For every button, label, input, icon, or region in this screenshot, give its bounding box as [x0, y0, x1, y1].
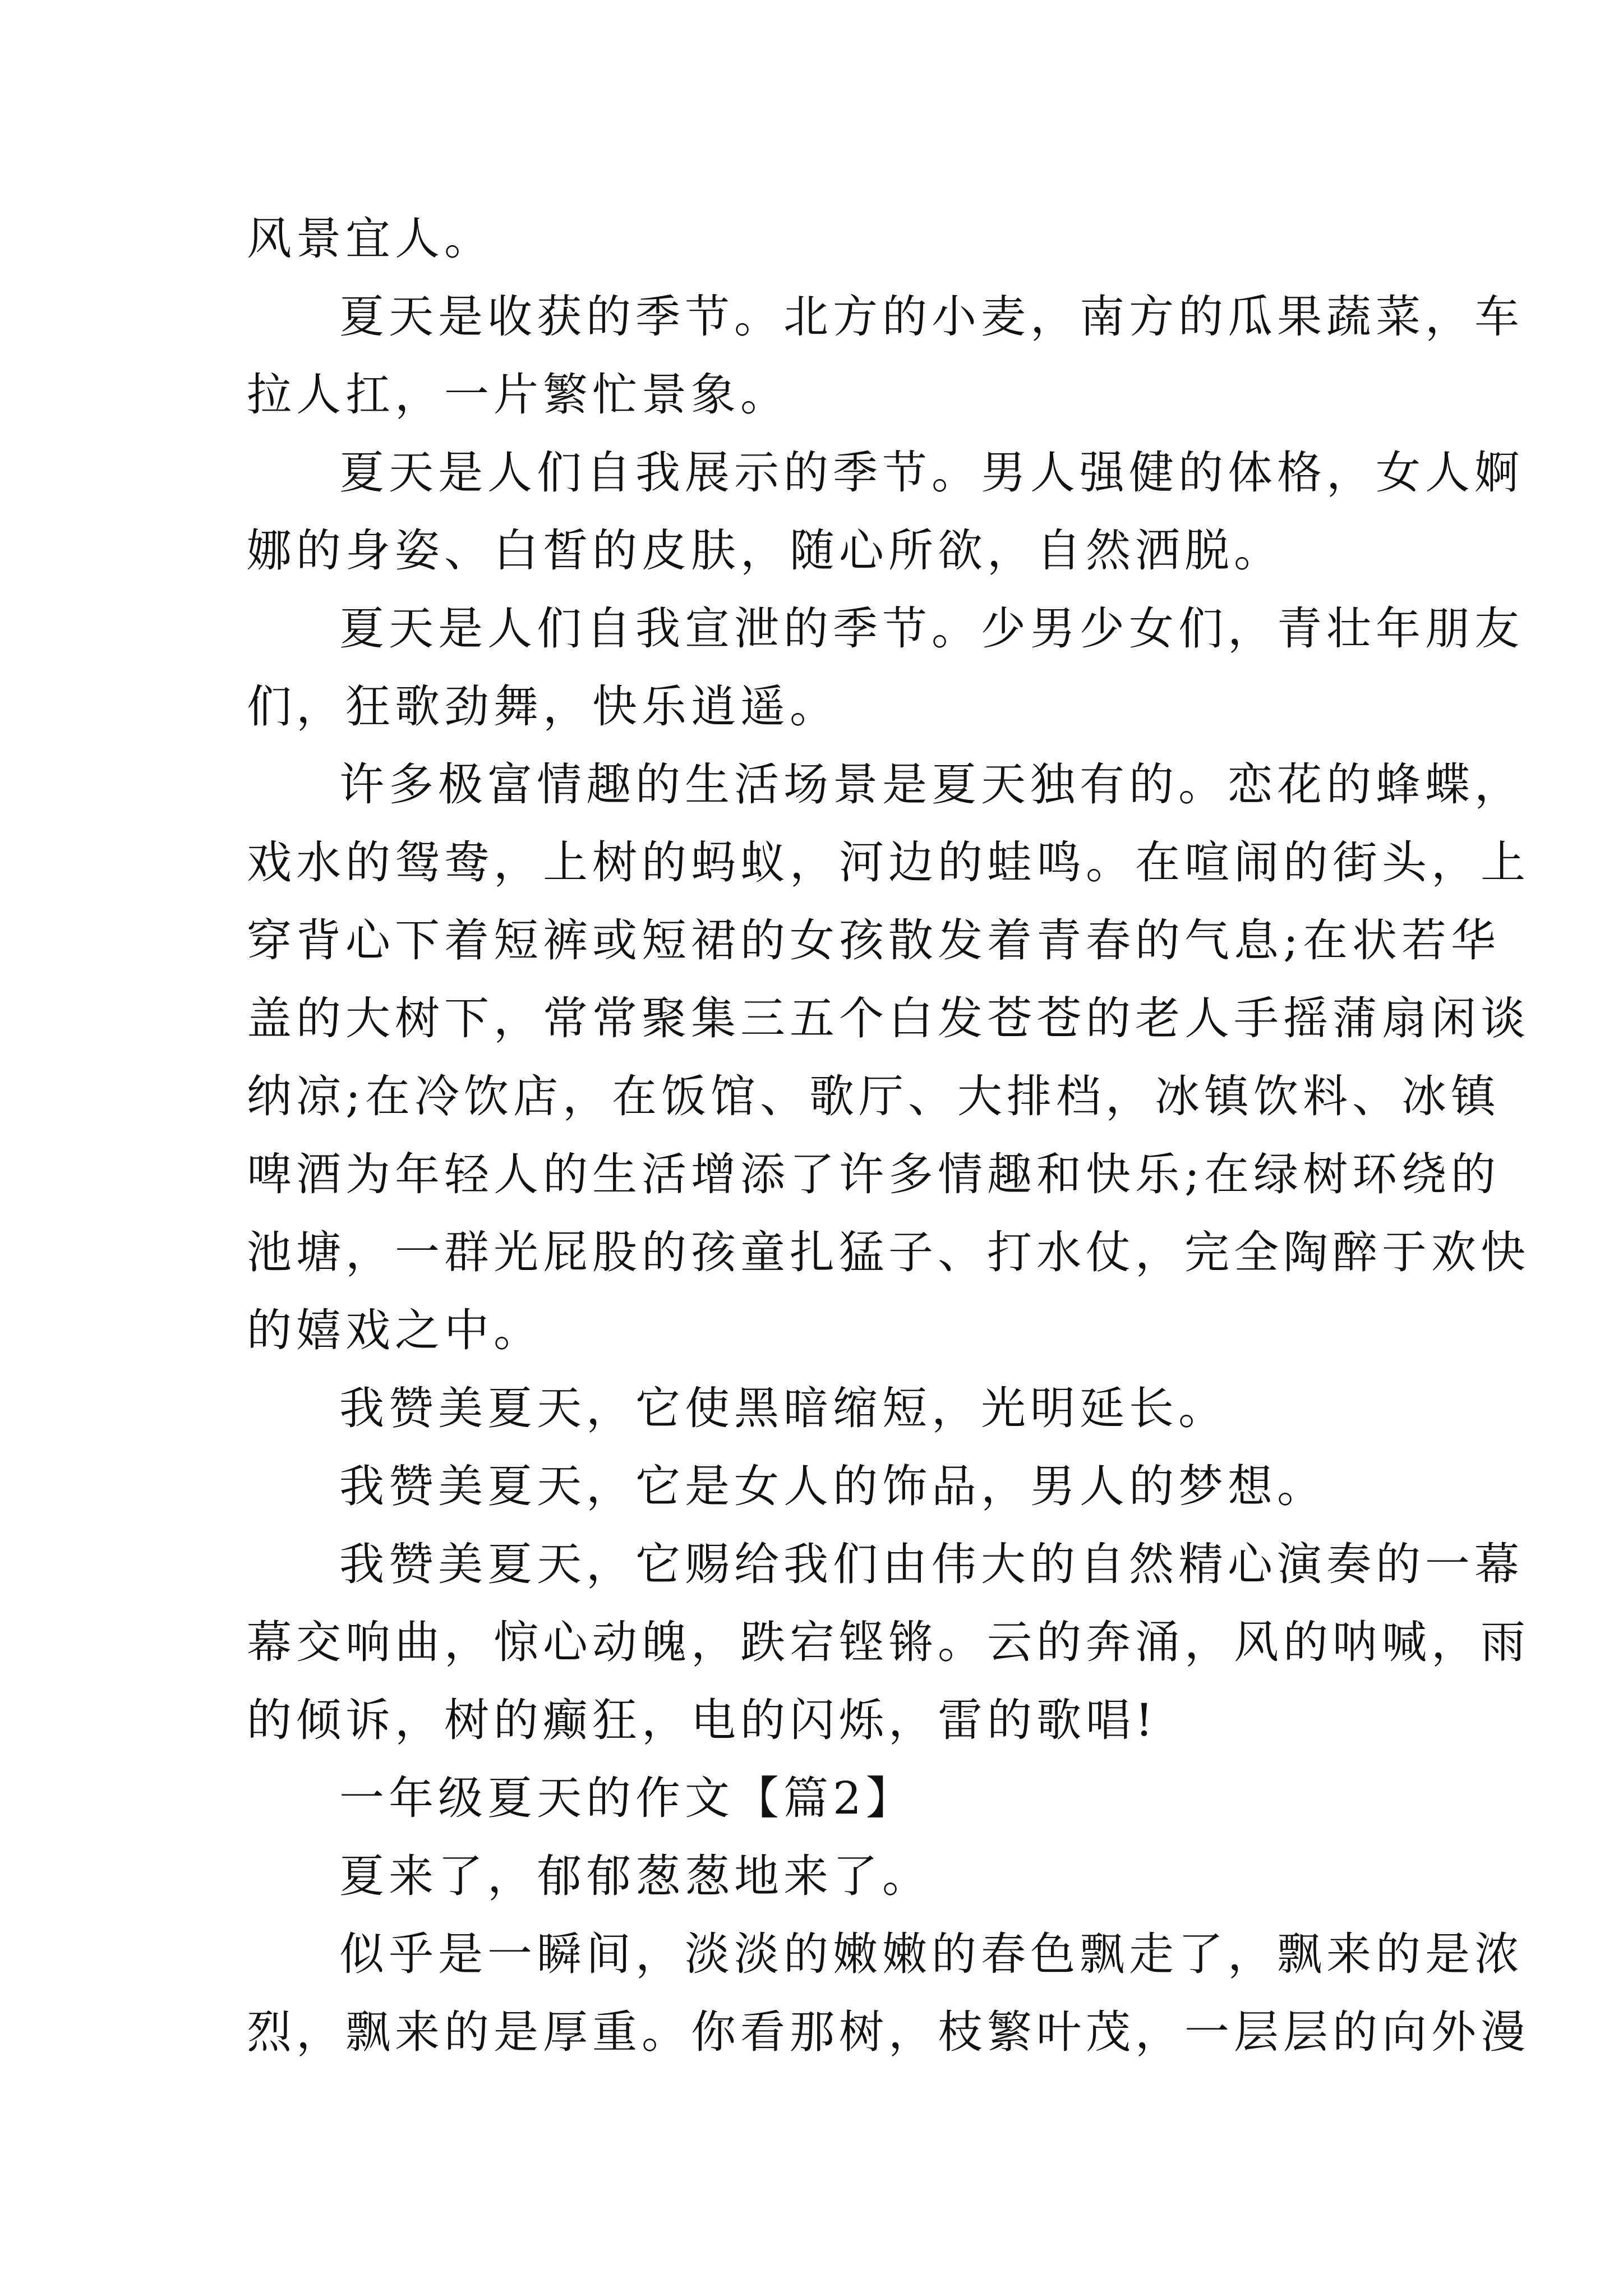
- text-line: 盖的大树下，常常聚集三五个白发苍苍的老人手摇蒲扇闲谈: [247, 992, 1530, 1045]
- text-line: 啤酒为年轻人的生活增添了许多情趣和快乐;在绿树环绕的: [247, 1148, 1500, 1200]
- paragraph-line: 似乎是一瞬间，淡淡的嫩嫩的春色飘走了，飘来的是浓: [339, 1928, 1524, 1980]
- text-line: 烈，飘来的是厚重。你看那树，枝繁叶茂，一层层的向外漫: [247, 2006, 1530, 2058]
- paragraph-line: 夏天是人们自我宣泄的季节。少男少女们，青壮年朋友: [339, 602, 1524, 655]
- text-line: 戏水的鸳鸯，上树的蚂蚁，河边的蛙鸣。在喧闹的街头，上: [247, 836, 1530, 889]
- text-line: 拉人扛，一片繁忙景象。: [247, 369, 790, 421]
- paragraph-line: 夏天是收获的季节。北方的小麦，南方的瓜果蔬菜，车: [339, 291, 1524, 343]
- text-line: 的倾诉，树的癫狂，电的闪烁，雷的歌唱!: [247, 1694, 1158, 1746]
- section-heading: 一年级夏天的作文【篇2】: [339, 1772, 915, 1824]
- paragraph-line: 许多极富情趣的生活场景是夏天独有的。恋花的蜂蝶，: [339, 758, 1524, 811]
- paragraph-line: 我赞美夏天，它赐给我们由伟大的自然精心演奏的一幕: [339, 1538, 1524, 1590]
- text-line: 娜的身姿、白皙的皮肤，随心所欲，自然洒脱。: [247, 524, 1283, 577]
- text-line: 幕交响曲，惊心动魄，跌宕铿锵。云的奔涌，风的呐喊，雨: [247, 1616, 1530, 1668]
- text-line: 穿背心下着短裤或短裙的女孩散发着青春的气息;在状若华: [247, 914, 1500, 967]
- text-line: 池塘，一群光屁股的孩童扎猛子、打水仗，完全陶醉于欢快: [247, 1226, 1530, 1278]
- paragraph-line: 夏来了，郁郁葱葱地来了。: [339, 1850, 932, 1902]
- paragraph-line: 我赞美夏天，它是女人的饰品，男人的梦想。: [339, 1460, 1326, 1512]
- paragraph-line: 夏天是人们自我展示的季节。男人强健的体格，女人婀: [339, 447, 1524, 499]
- text-line: 风景宜人。: [247, 213, 494, 265]
- text-line: 们，狂歌劲舞，快乐逍遥。: [247, 680, 839, 733]
- text-line: 纳凉;在冷饮店，在饭馆、歌厅、大排档，冰镇饮料、冰镇: [247, 1070, 1500, 1122]
- paragraph-line: 我赞美夏天，它使黑暗缩短，光明延长。: [339, 1382, 1228, 1434]
- text-line: 的嬉戏之中。: [247, 1304, 543, 1356]
